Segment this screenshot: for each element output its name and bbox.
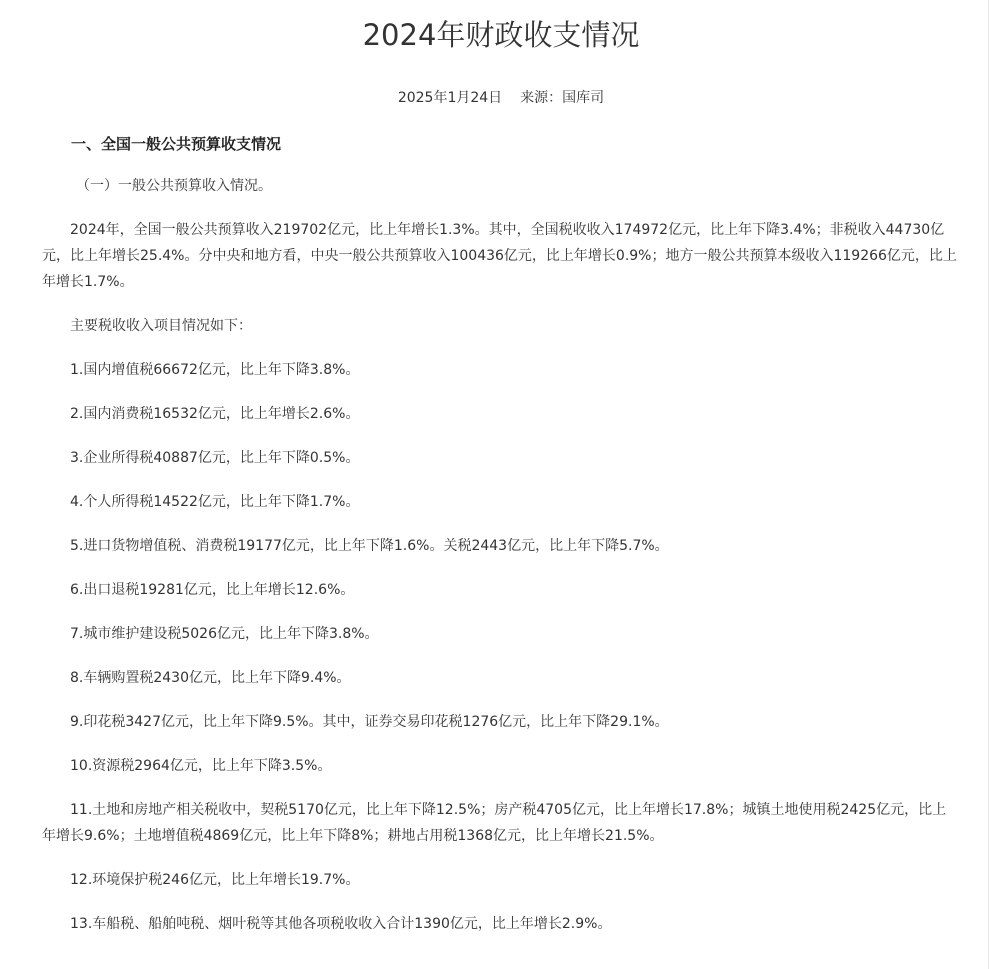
list-item: 9.印花税3427亿元，比上年下降9.5%。其中，证券交易印花税1276亿元，比上年下降29.1%。	[70, 714, 669, 730]
article-title: 2024年财政收支情况	[362, 18, 640, 52]
publish-date: 2025年1月24日	[397, 90, 503, 106]
section-heading: 一、全国一般公共预算收支情况	[71, 135, 282, 153]
list-item: 12.环境保护税246亿元，比上年增长19.7%。	[70, 872, 360, 888]
list-item: 5.进口货物增值税、消费税19177亿元，比上年下降1.6%。关税2443亿元，比上年下降5.7%。	[70, 538, 669, 554]
list-item: 1.国内增值税66672亿元，比上年下降3.8%。	[70, 362, 360, 378]
list-item: 13.车船税、船舶吨税、烟叶税等其他各项税收收入合计1390亿元，比上年增长2.9%。	[70, 916, 612, 932]
article-source: 来源：国库司	[520, 90, 605, 106]
list-item: 2.国内消费税16532亿元，比上年增长2.6%。	[70, 406, 360, 422]
summary-paragraph: 2024年，全国一般公共预算收入219702亿元，比上年增长1.3%。其中，全国税收收入174972亿元，比上年下降3.4%；非税收入44730亿元，比上年增长25.4%。分中央和地方看，中央一般公共预算收入100436亿元，比上年增长0.9%；地方一般公共预算本级收入119266亿元，比上年增长1.7%。	[42, 222, 957, 290]
list-item: 4.个人所得税14522亿元，比上年下降1.7%。	[70, 494, 360, 510]
list-item: 7.城市维护建设税5026亿元，比上年下降3.8%。	[70, 626, 379, 642]
subsection-heading: （一）一般公共预算收入情况。	[76, 178, 272, 194]
article-meta	[42, 88, 960, 108]
list-item: 3.企业所得税40887亿元，比上年下降0.5%。	[70, 450, 360, 466]
article	[42, 0, 960, 937]
list-item: 6.出口退税19281亿元，比上年增长12.6%。	[70, 582, 355, 598]
list-item: 10.资源税2964亿元，比上年下降3.5%。	[70, 758, 332, 774]
items-intro: 主要税收收入项目情况如下：	[70, 318, 252, 334]
list-item: 11.土地和房地产相关税收中，契税5170亿元，比上年下降12.5%；房产税4705亿元，比上年增长17.8%；城镇土地使用税2425亿元，比上年增长9.6%；土地增值税4869亿元，比上年下降8%；耕地占用税1368亿元，比上年增长21.5%。	[42, 802, 947, 844]
list-item: 8.车辆购置税2430亿元，比上年下降9.4%。	[70, 670, 351, 686]
article-body	[42, 131, 960, 937]
